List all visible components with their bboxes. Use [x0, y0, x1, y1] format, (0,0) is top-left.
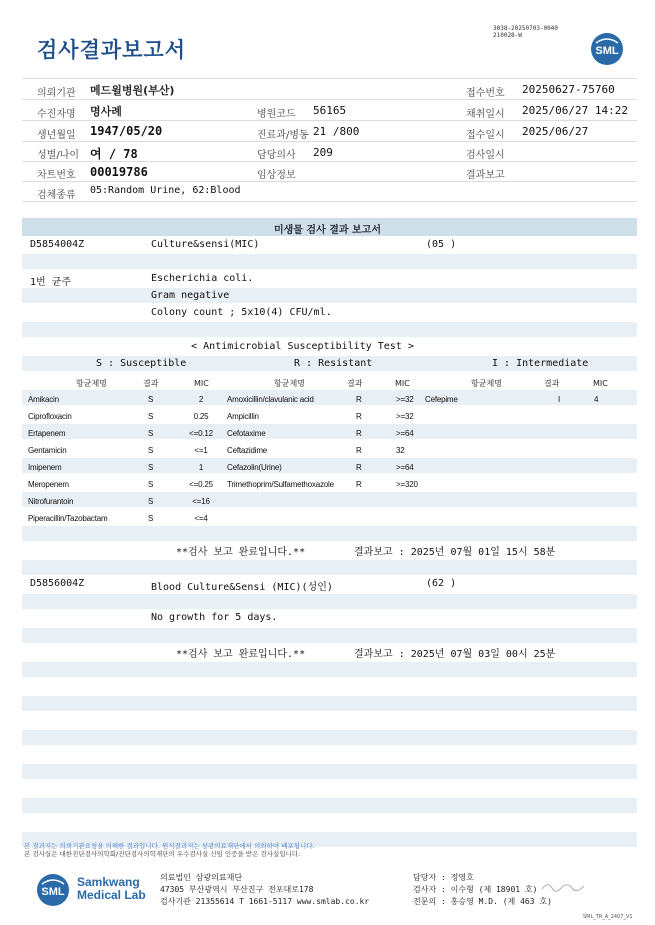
chart-label: 차트번호 [37, 170, 76, 181]
ast-mic: >=32 [396, 395, 414, 404]
ast-mic: 4 [594, 395, 599, 404]
test2-complete: **검사 보고 완료입니다.** [176, 649, 306, 660]
ast-mic: 0.25 [193, 412, 209, 421]
receipt-no-label: 접수번호 [466, 88, 505, 99]
ast-result: S [148, 446, 154, 455]
doctor-value: 209 [313, 146, 333, 159]
organism-label: 1번 균주 [30, 277, 72, 288]
col3-antibiotic-header: 항균제명 [471, 379, 502, 388]
doctor-label: 담당의사 [257, 150, 296, 161]
ast-result: S [148, 480, 154, 489]
ast-result: R [356, 395, 362, 404]
test1-specimen: (05 ) [426, 239, 457, 250]
clinical-label: 임상정보 [257, 170, 296, 181]
test1-report-time: 결과보고 : 2025년 07월 01일 15시 58분 [354, 547, 556, 558]
doc-id-line2: 210028-W [493, 32, 522, 39]
hospital-code-label: 병원코드 [257, 109, 296, 120]
ast-antibiotic: Imipenem [28, 463, 62, 472]
ast-mic: 32 [396, 446, 405, 455]
ast-result: R [356, 412, 362, 421]
test2-code: D5856004Z [30, 578, 85, 589]
ast-title: < Antimicrobial Susceptibility Test > [191, 341, 414, 352]
ast-antibiotic: Cefepime [425, 395, 458, 404]
legend-susceptible: S : Susceptible [96, 358, 187, 369]
ast-mic: >=32 [396, 412, 414, 421]
svg-text:SML: SML [595, 45, 619, 57]
ast-mic: <=0.12 [189, 429, 213, 438]
lab-brand-line2: Medical Lab [77, 888, 146, 902]
ast-antibiotic: Nitrofurantoin [28, 497, 74, 506]
lab-brand-line1: Samkwang [77, 875, 140, 889]
test2-report-time: 결과보고 : 2025년 07월 03일 00시 25분 [354, 649, 556, 660]
org-name: 의료법인 삼광의료재단 [160, 873, 243, 882]
ast-mic: <=1 [194, 446, 208, 455]
ast-result: S [148, 463, 154, 472]
ast-result: R [356, 463, 362, 472]
ast-result: R [356, 446, 362, 455]
footer-notice-2: 본 검사실은 대한진단검사의학회/진단검사의학재단의 우수검사실 신임 인증을 받은 검사실입니다. [24, 850, 301, 858]
col3-mic-header: MIC [593, 379, 608, 388]
ast-mic: <=0.25 [189, 480, 213, 489]
test2-specimen: (62 ) [426, 578, 457, 589]
footer-notice-1: 본 결과지는 의뢰기관요청을 의해한 결과입니다. 원식결과지는 삼광의료재단에서 의뢰하여 배포됩니다. [24, 842, 315, 850]
legend-resistant: R : Resistant [294, 358, 373, 369]
test1-complete: **검사 보고 완료입니다.** [176, 547, 306, 558]
col2-antibiotic-header: 항균제명 [274, 379, 305, 388]
col1-result-header: 결과 [143, 379, 159, 388]
organism-gram: Gram negative [151, 290, 230, 301]
signature [540, 878, 590, 897]
org-address: 47305 부산광역시 부산진구 전포대로178 [160, 885, 314, 894]
ast-result: S [148, 429, 154, 438]
ast-result: S [148, 497, 154, 506]
ast-result: S [148, 395, 154, 404]
dept-value: 21 /800 [313, 125, 360, 138]
ast-mic: <=16 [192, 497, 210, 506]
col1-mic-header: MIC [194, 379, 209, 388]
ast-antibiotic: Ceftazidime [227, 446, 268, 455]
ast-mic: <=4 [194, 514, 208, 523]
dob-value: 1947/05/20 [90, 124, 163, 138]
patient-name-value: 명사례 [90, 105, 122, 118]
col3-result-header: 결과 [544, 379, 560, 388]
sex-age-label: 성별/나이 [37, 150, 80, 161]
collect-date-value: 2025/06/27 14:22 [522, 104, 628, 117]
lab-brand [77, 876, 146, 902]
organism-count: Colony count ; 5x10(4) CFU/ml. [151, 307, 332, 318]
ast-antibiotic: Ampicillin [227, 412, 259, 421]
institution-value: 메드윌병원(부산) [90, 84, 175, 97]
ast-antibiotic: Piperacillin/Tazobactam [28, 514, 108, 523]
ast-result: I [558, 395, 561, 404]
doc-id-line1: 3038-20250703-0040 [493, 25, 559, 32]
receipt-no-value: 20250627-75760 [522, 83, 615, 96]
page-title: 검사결과보고서 [37, 38, 187, 62]
svg-text:SML: SML [41, 886, 65, 898]
organism-name: Escherichia coli. [151, 273, 254, 284]
test-date-label: 검사일시 [466, 150, 505, 161]
ast-result: R [356, 480, 362, 489]
ast-mic: >=64 [396, 463, 414, 472]
specimen-value: 05:Random Urine, 62:Blood [90, 185, 241, 196]
ast-antibiotic: Gentamicin [28, 446, 67, 455]
result-report-label: 결과보고 [466, 170, 505, 181]
specimen-label: 검체종류 [37, 190, 76, 201]
patient-name-label: 수진자명 [37, 109, 76, 120]
collect-date-label: 채취일시 [466, 109, 505, 120]
ast-antibiotic: Ciprofloxacin [28, 412, 72, 421]
section-title: 미생물 검사 결과 보고서 [273, 225, 382, 236]
form-code: SML_TR_A_2407_V1 [583, 914, 633, 920]
ast-antibiotic: Cefazolin(Urine) [227, 463, 282, 472]
col2-mic-header: MIC [395, 379, 410, 388]
staff-manager: 담당자 : 정영호 [413, 873, 474, 882]
org-contact: 검사기관 21355614 T 1661-5117 www.smlab.co.kr [160, 897, 370, 906]
ast-result: R [356, 429, 362, 438]
test2-name: Blood Culture&Sensi (MIC)(성인) [151, 582, 333, 593]
col1-antibiotic-header: 항균제명 [76, 379, 107, 388]
sml-logo-icon [590, 32, 624, 66]
receipt-date-value: 2025/06/27 [522, 125, 589, 138]
ast-antibiotic: Amikacin [28, 395, 59, 404]
ast-antibiotic: Cefotaxime [227, 429, 266, 438]
ast-antibiotic: Ertapenem [28, 429, 66, 438]
ast-mic: >=64 [396, 429, 414, 438]
staff-tester: 검사자 : 이수형 (제 18901 호) [413, 885, 538, 894]
ast-result: S [148, 412, 154, 421]
ast-result: S [148, 514, 154, 523]
dob-label: 생년월일 [37, 130, 76, 141]
ast-antibiotic: Meropenem [28, 480, 69, 489]
col2-result-header: 결과 [347, 379, 363, 388]
staff-specialist: 전문의 : 홍승영 M.D. (제 463 호) [413, 897, 552, 906]
legend-intermediate: I : Intermediate [492, 358, 589, 369]
chart-value: 00019786 [90, 165, 148, 179]
ast-mic: 1 [198, 463, 204, 472]
ast-mic: >=320 [396, 480, 418, 489]
receipt-date-label: 접수일시 [466, 130, 505, 141]
doc-id [493, 25, 558, 39]
test1-code: D5854004Z [30, 239, 85, 250]
samkwang-logo-icon [36, 873, 70, 907]
institution-label: 의뢰기관 [37, 88, 76, 99]
test1-name: Culture&sensi(MIC) [151, 239, 260, 250]
sex-age-value: 여 / 78 [90, 147, 138, 161]
ast-antibiotic: Trimethoprim/Sulfamethoxazole [227, 480, 334, 489]
ast-mic: 2 [198, 395, 204, 404]
dept-label: 진료과/병동 [257, 130, 309, 141]
hospital-code-value: 56165 [313, 104, 347, 117]
ast-antibiotic: Amoxicillin/clavulanic acid [227, 395, 314, 404]
test2-result: No growth for 5 days. [151, 612, 278, 623]
